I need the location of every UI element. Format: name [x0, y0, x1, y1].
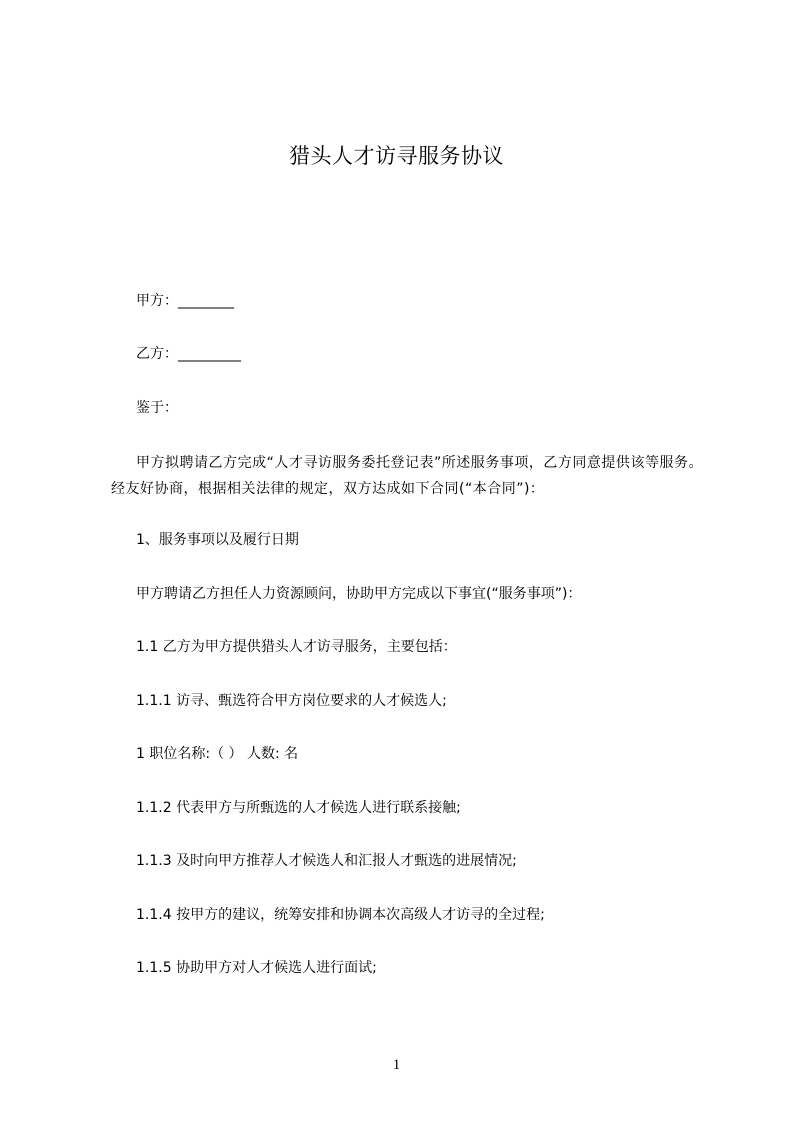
party-b-line: 乙方：_________: [136, 346, 241, 362]
document-title: 猎头人才访寻服务协议: [289, 144, 504, 168]
clause-1-1-1: 1.1.1 访寻、甄选符合甲方岗位要求的人才候选人;: [136, 693, 447, 709]
section-1-intro: 甲方聘请乙方担任人力资源顾问，协助甲方完成以下事宜(“服务事项”)：: [136, 586, 582, 602]
clause-1-1: 1.1 乙方为甲方提供猎头人才访寻服务，主要包括：: [136, 639, 457, 655]
position-line: 1 职位名称:（ ） 人数: 名: [136, 746, 299, 762]
clause-1-1-3: 1.1.3 及时向甲方推荐人才候选人和汇报人才甄选的进展情况;: [136, 853, 517, 869]
intro-paragraph: 甲方拟聘请乙方完成“人才寻访服务委托登记表”所述服务事项，乙方同意提供该等服务。经友好协商，根据相关法律的规定，双方达成如下合同(“本合同”)：: [111, 455, 703, 497]
page-number: 1: [392, 1057, 401, 1073]
party-a-line: 甲方：________: [136, 293, 234, 309]
whereas-heading: 鉴于：: [136, 400, 178, 416]
section-1-heading: 1、服务事项以及履行日期: [136, 532, 299, 548]
clause-1-1-2: 1.1.2 代表甲方与所甄选的人才候选人进行联系接触;: [136, 800, 461, 816]
clause-1-1-5: 1.1.5 协助甲方对人才候选人进行面试;: [136, 960, 377, 976]
clause-1-1-4: 1.1.4 按甲方的建议，统筹安排和协调本次高级人才访寻的全过程;: [136, 907, 545, 923]
